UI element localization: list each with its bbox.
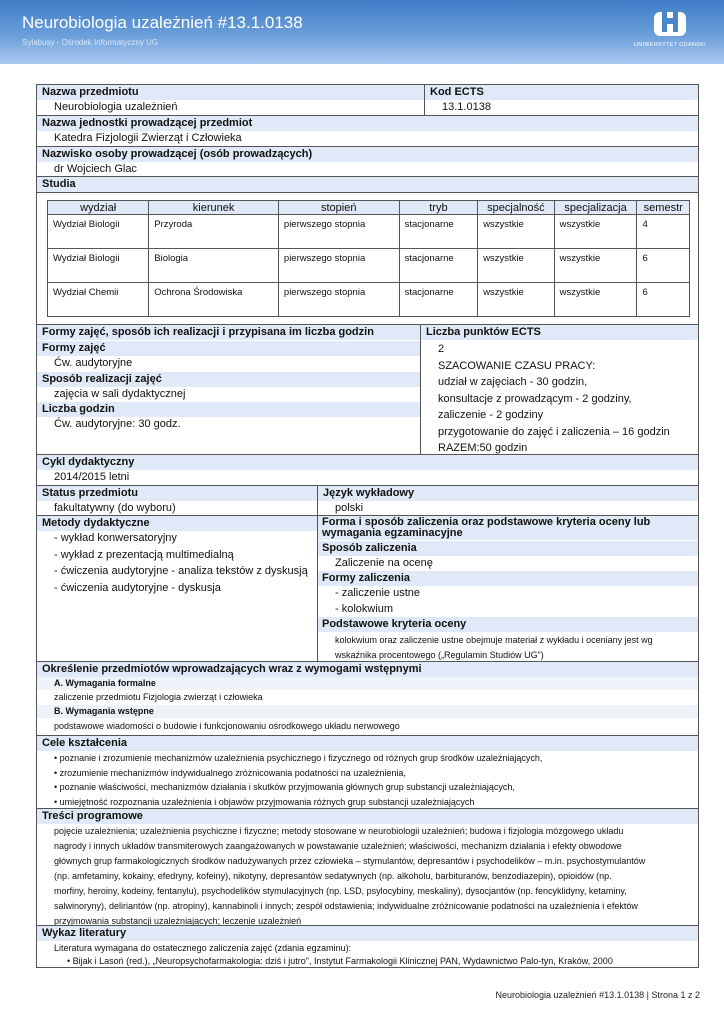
table-row bbox=[48, 283, 690, 317]
methods-list bbox=[37, 530, 317, 596]
ects-points-label: Liczba punktów ECTS bbox=[420, 325, 698, 340]
realization-value: zajęcia w sali dydaktycznej bbox=[54, 388, 186, 400]
column-header: specjalność bbox=[478, 201, 554, 215]
literature-label: Wykaz literatury bbox=[37, 926, 698, 941]
table-cell: wszystkie bbox=[554, 249, 637, 283]
class-type-value: Ćw. audytoryjne bbox=[54, 357, 133, 369]
university-name: UNIWERSYTET GDAŃSKI bbox=[634, 42, 706, 48]
goals-label: Cele kształcenia bbox=[37, 736, 698, 751]
literature-item: • Bijak i Lasoń (red.), „Neuropsychofarmakologia: dziś i jutro", Instytut Farmakologii Klinicznej PAN, Wydawnictwo Palo-tyn, Kraków, 2000 bbox=[67, 956, 613, 966]
workload-line: zaliczenie - 2 godziny bbox=[438, 409, 544, 421]
table-cell: Wydział Chemii bbox=[48, 283, 149, 317]
workload-line: SZACOWANIE CZASU PRACY: bbox=[438, 359, 596, 372]
ects-workload bbox=[421, 341, 698, 457]
content-line: głównych grup farmakologicznych środków nadużywanych przez człowieka – stymulantów, depresantów i psychodelików – m.in. psychostymulantów bbox=[54, 856, 646, 866]
list-item: - zaliczenie ustne bbox=[335, 587, 420, 599]
studies-label: Studia bbox=[37, 177, 698, 192]
status-value: fakultatywny (do wyboru) bbox=[54, 502, 176, 514]
table-cell: wszystkie bbox=[478, 283, 554, 317]
formal-requirements-label: A. Wymagania formalne bbox=[37, 677, 698, 690]
ects-code-label: Kod ECTS bbox=[424, 85, 698, 100]
content-line: pojęcie uzależnienia; uzależnienia psychiczne i fizyczne; metody stosowane w neurobiologii uzależnień; budowa i fizjologia mózgowego układu bbox=[54, 826, 624, 836]
column-header: tryb bbox=[399, 201, 478, 215]
table-cell: pierwszego stopnia bbox=[278, 249, 399, 283]
list-item: - ćwiczenia audytoryjne - analiza tekstów z dyskusją bbox=[54, 565, 308, 577]
table-cell: wszystkie bbox=[554, 215, 637, 249]
criteria-line: kolokwium oraz zaliczenie ustne obejmuje materiał z wykładu i oceniany jest wg bbox=[335, 635, 653, 645]
lecturer-value: dr Wojciech Glac bbox=[54, 163, 137, 175]
content-text bbox=[37, 824, 698, 929]
table-cell: Biologia bbox=[149, 249, 279, 283]
syllabus-sheet bbox=[36, 84, 699, 968]
initial-requirements-value: podstawowe wiadomości o budowie i funkcjonowaniu ośrodkowego układu nerwowego bbox=[54, 721, 400, 731]
literature-intro: Literatura wymagana do ostatecznego zaliczenia zajęć (zdania egzaminu): bbox=[54, 943, 352, 953]
ects-code-value: 13.1.0138 bbox=[424, 100, 698, 115]
class-type-label: Formy zajęć bbox=[37, 341, 420, 356]
table-cell: 6 bbox=[637, 249, 690, 283]
language-label: Język wykładowy bbox=[317, 486, 698, 501]
assessment-method-label: Sposób zaliczenia bbox=[318, 541, 698, 556]
content-line: przyjmowania substancji uzależniających; leczenie uzależnień bbox=[54, 916, 302, 926]
list-item: - ćwiczenia audytoryjne - dyskusja bbox=[54, 581, 221, 594]
unit-label: Nazwa jednostki prowadzącej przedmiot bbox=[37, 116, 698, 131]
content-line: nagrody i innych układów transmiterowych zaangażowanych w powstawanie uzależnień; właściwości, mechanizm działania i efekty obwodowe bbox=[54, 841, 622, 851]
column-header: kierunek bbox=[149, 201, 279, 215]
status-label: Status przedmiotu bbox=[37, 486, 317, 501]
workload-line: RAZEM:50 godzin bbox=[438, 442, 528, 454]
assessment-method-value: Zaliczenie na ocenę bbox=[335, 557, 433, 569]
workload-line: udział w zajęciach - 30 godzin, bbox=[438, 376, 588, 388]
page-footer: Neurobiologia uzależnień #13.1.0138 | Strona 1 z 2 bbox=[495, 990, 700, 1000]
classes-form-label: Formy zajęć, sposób ich realizacji i przypisana im liczba godzin bbox=[37, 325, 420, 340]
table-cell: wszystkie bbox=[554, 283, 637, 317]
table-cell: pierwszego stopnia bbox=[278, 215, 399, 249]
criteria-line: wskaźnika procentowego („Regulamin Studiów UG") bbox=[335, 650, 544, 660]
column-header: stopień bbox=[278, 201, 399, 215]
list-item: • zrozumienie mechanizmów indywidualnego zróżnicowania podatności na uzależnienia, bbox=[54, 767, 406, 778]
content-line: (np. amfetaminy, kokainy, efedryny, kofeiny), nikotyny, depresantów sedatywnych (np. alkoholu, barbituranów, benzodiazepin), opioidów (np. bbox=[54, 871, 612, 881]
criteria-text bbox=[318, 633, 698, 663]
table-cell: Przyroda bbox=[149, 215, 279, 249]
table-row bbox=[48, 249, 690, 283]
ects-points-value: 2 bbox=[438, 343, 445, 355]
criteria-label: Podstawowe kryteria oceny bbox=[318, 617, 698, 632]
assessment-forms-label: Formy zaliczenia bbox=[318, 571, 698, 586]
lecturer-label: Nazwisko osoby prowadzącej (osób prowadzących) bbox=[37, 147, 698, 162]
page-subtitle: Sylabusy - Ośrodek Informatyczny UG bbox=[22, 38, 159, 47]
prerequisites-label: Określenie przedmiotów wprowadzających wraz z wymogami wstępnymi bbox=[37, 662, 698, 677]
table-row bbox=[48, 215, 690, 249]
divider bbox=[37, 192, 698, 193]
column-header: semestr bbox=[637, 201, 690, 215]
studies-table bbox=[47, 200, 690, 317]
realization-label: Sposób realizacji zajęć bbox=[37, 372, 420, 387]
table-header-row bbox=[48, 201, 690, 215]
table-cell: Ochrona Środowiska bbox=[149, 283, 279, 317]
cycle-value: 2014/2015 letni bbox=[54, 471, 130, 483]
table-cell: Wydział Biologii bbox=[48, 249, 149, 283]
column-header: specjalizacja bbox=[554, 201, 637, 215]
table-cell: wszystkie bbox=[478, 215, 554, 249]
content-label: Treści programowe bbox=[37, 809, 698, 824]
table-cell: stacjonarne bbox=[399, 283, 478, 317]
list-item: - kolokwium bbox=[335, 602, 394, 615]
column-header: wydział bbox=[48, 201, 149, 215]
list-item: - wykład konwersatoryjny bbox=[54, 532, 177, 544]
page-title: Neurobiologia uzależnień #13.1.0138 bbox=[22, 13, 303, 32]
hours-value: Ćw. audytoryjne: 30 godz. bbox=[54, 418, 181, 430]
initial-requirements-label: B. Wymagania wstępne bbox=[37, 705, 698, 718]
table-cell: pierwszego stopnia bbox=[278, 283, 399, 317]
course-name-label: Nazwa przedmiotu bbox=[37, 85, 424, 100]
course-name-value: Neurobiologia uzależnień bbox=[54, 101, 178, 113]
university-crest-icon bbox=[652, 6, 688, 38]
list-item: • umiejętność rozpoznania uzależnienia i objawów przyjmowania różnych grup substancji uzależniających bbox=[54, 796, 475, 807]
formal-requirements-value: zaliczenie przedmiotu Fizjologia zwierząt i człowieka bbox=[54, 692, 263, 702]
page-banner bbox=[0, 0, 724, 64]
hours-label: Liczba godzin bbox=[37, 402, 420, 417]
content-line: morfiny, heroiny, kodeiny, fentanylu), psychodelików stymulacyjnych (np. LSD, psylocybiny, meskaliny), dysocjantów (np. fencyklidyny, ketaminy, bbox=[54, 886, 627, 896]
table-cell: 6 bbox=[637, 283, 690, 317]
language-value: polski bbox=[317, 501, 698, 516]
methods-label: Metody dydaktyczne bbox=[37, 516, 317, 531]
workload-line: konsultacje z prowadzącym - 2 godziny, bbox=[438, 392, 632, 405]
list-item: • poznanie i zrozumienie mechanizmów uzależnienia psychicznego i fizycznego od różnych grup środków uzależniających, bbox=[54, 753, 543, 763]
table-cell: Wydział Biologii bbox=[48, 215, 149, 249]
workload-line: przygotowanie do zajęć i zaliczenia – 16 godzin bbox=[438, 425, 670, 438]
list-item: • poznanie właściwości, mechanizmów działania i skutków przyjmowania głównych grup substancji uzależniających, bbox=[54, 782, 515, 792]
assessment-label: Forma i sposób zaliczenia oraz podstawowe kryteria oceny lub wymagania egzaminacyjne bbox=[318, 516, 698, 540]
goals-list bbox=[37, 751, 698, 809]
table-cell: stacjonarne bbox=[399, 215, 478, 249]
content-line: salwinoryny), deliriantów (np. atropiny), kannabinoli i innych; zespół odstawienia; indywidualne zróżnicowanie podatności na uzależnienia i efektów bbox=[54, 901, 638, 911]
table-cell: wszystkie bbox=[478, 249, 554, 283]
university-logo bbox=[628, 6, 712, 52]
table-cell: stacjonarne bbox=[399, 249, 478, 283]
cycle-label: Cykl dydaktyczny bbox=[37, 455, 698, 470]
table-cell: 4 bbox=[637, 215, 690, 249]
unit-value: Katedra Fizjologii Zwierząt i Człowieka bbox=[54, 132, 242, 144]
assessment-forms-list bbox=[318, 586, 698, 617]
list-item: - wykład z prezentacją multimedialną bbox=[54, 548, 234, 561]
